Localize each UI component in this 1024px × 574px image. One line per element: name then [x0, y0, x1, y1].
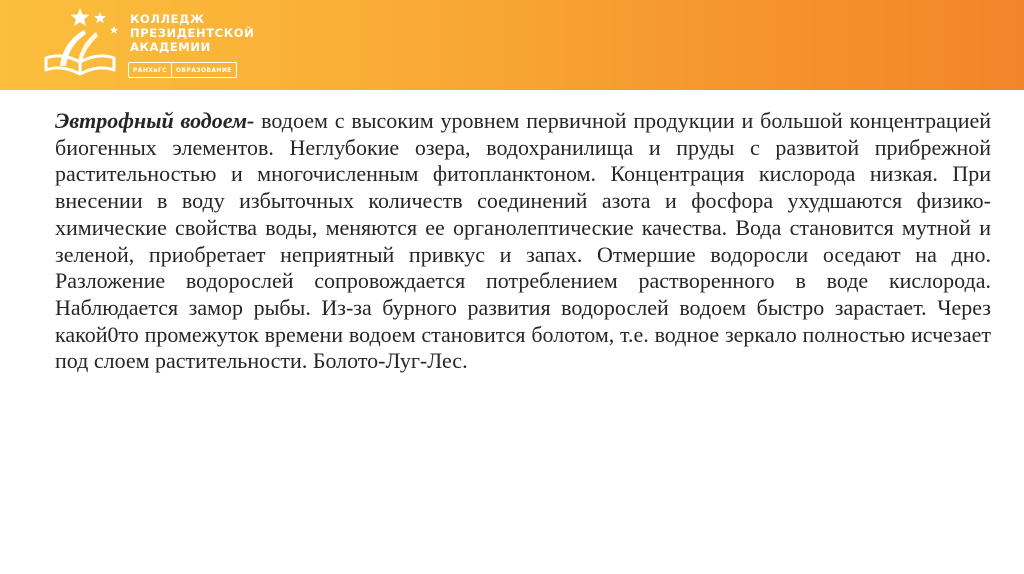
definition-body: водоем с высоким уровнем первичной продукции и большой концентрацией биогенных элементов. Неглубокие озера, водохранилища и пруды с развитой прибрежной растительностью и многочисленным фитопланктоном. Концентрация кислорода низкая. При внесении в воду избыточных количеств соединений азота и фосфора ухудшаются физико-химические свойства воды, меняются ее органолептические качества. Вода становится мутной и зеленой, приобретает неприятный привкус и запах. Отмершие водоросли оседают на дно. Разложение водорослей сопровождается потреблением растворенного в воде кислорода. Наблюдается замор рыбы. Из-за бурного развития водорослей водоем быстро зарастает. Через какой0то промежуток времени водоем становится болотом, т.е. водное зеркало полностью исчезает под слоем растительности. Болото-Луг-Лес. [55, 108, 992, 374]
logo-line-2: ПРЕЗИДЕНТСКОЙ [130, 26, 255, 40]
college-logo [40, 6, 270, 78]
tagline-education: ОБРАЗОВАНИЕ [175, 66, 232, 74]
definition-term: Эвтрофный водоем- [55, 108, 255, 133]
tagline-ranepa: РАНХиГС [133, 66, 167, 74]
logo-tagline [128, 62, 237, 78]
logo-line-3: АКАДЕМИИ [130, 40, 211, 54]
header-banner [0, 0, 1024, 90]
stars-book-icon [40, 6, 120, 78]
definition-paragraph [55, 108, 991, 375]
logo-line-1: КОЛЛЕДЖ [130, 12, 205, 26]
logo-text [130, 12, 254, 54]
